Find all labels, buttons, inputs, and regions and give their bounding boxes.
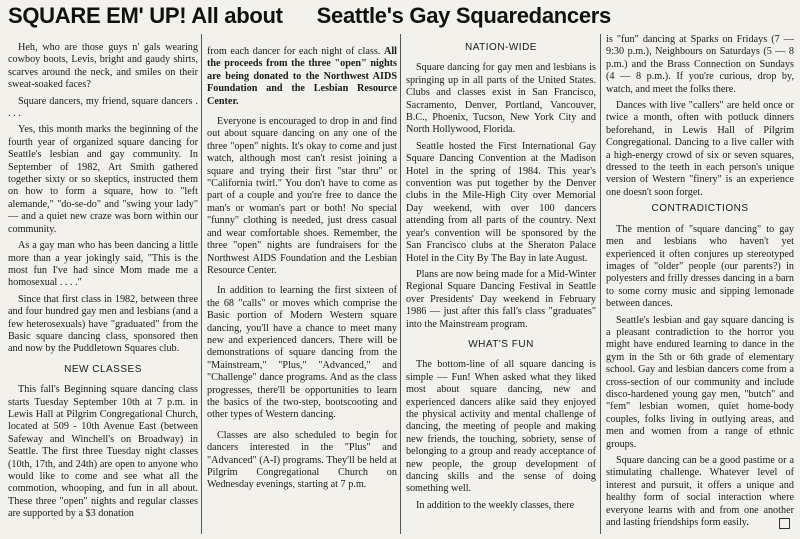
headline-part-1: SQUARE EM' UP! All about [8,3,283,28]
section-heading-contradictions: CONTRADICTIONS [651,203,749,215]
paragraph: Square dancing for gay men and lesbians is springing up in all parts of the United States. Clubs and classes exist in San Francisco, Sacramento, Denver, Portland, Vancouver, B.C., Phoenix, Tucson, New York City and North Hollywood, Florida. [406,62,596,136]
paragraph: Seattle's lesbian and gay square dancing is a pleasant contradiction to the horror you might have endured learning to dance in the gym in the 5th or 6th grade of elementary school. Gay and lesbian dancers come from a cross-section of our community and include disco-hardened young gay men, "butch" and "fem" lesbian women, quiet home-body couples, folks living in outlying areas, and men and women from a range of ethnic groups. [606,314,794,450]
bold-donation-note: All the proceeds from the three "open" nights are being donated to the Northwest AIDS Foundation and the Lesbian Resource Center. [207,46,397,107]
headline [8,3,792,33]
paragraph: Seattle hosted the First International Gay Square Dancing Convention at the Madison Hotel in the spring of 1984. This year's convention was put together by the Denver clubs in the Mile-High City over Memorial Day weekend, with over 100 dancers attending from all parts of the country. Next year's convention will be sponsored by the San Francisco clubs at the Sheraton Palace Hotel in the City By The Bay in late August. [406,140,596,264]
paragraph: Heh, who are those guys n' gals wearing cowboy boots, Levis, bright and gaudy shirts, scarves around the neck, and smiles on their sweat-soaked faces? [8,42,198,91]
column-2 [207,46,397,539]
column-rule-3 [600,34,601,534]
paragraph: Yes, this month marks the beginning of the fourth year of organized square dancing for Seattle's lesbian and gay community. In September of 1982, Art Smith gathered together sixty or so skeptics, instructed them on how to form a square, how to "left alemande," "do-se-do" and "swing your lady" — and a quiet new craze was born within our community. [8,124,198,235]
paragraph-text: from each dancer for each night of class. [207,46,381,57]
paragraph: The mention of "square dancing" to gay men and lesbians who haven't yet experienced it often conjures up stereotyped images of "older" people (our parents?) in polyesters and frilly dresses dancing in a barn to some corny music and sipping lemonade between dances. [606,223,794,310]
column-4 [606,34,794,534]
paragraph: Since that first class in 1982, between three and four hundred gay men and lesbians (and a few heterosexuals) have "graduated" from the Basic square dancing class, sponsored then and now by the Puddletown Squares club. [8,293,198,355]
paragraph: This fall's Beginning square dancing class starts Tuesday September 10th at 7 p.m. in Lewis Hall at Pilgrim Congregational Church, located at 509 - 10th Avenue East (between Safeway and Winchell's on Broadway) in Seattle. The first three Tuesday night classes (10th, 17th, and 24th) are open to anyone who would like to come and see what all the commotion, whooping, and fun in all about. These three "open" nights and regular classes are supported by a $3 donation [8,384,198,520]
paragraph: In addition to learning the first sixteen of the 68 "calls" or moves which comprise the Basic portion of Modern Western square dancing, you'll have a chance to meet many new and experienced dancers. There will be demonstrations of square dancing from the "Mainstream," "Plus," "Advanced," and "Challenge" dance programs. And as the class progresses, there'll be opportunities to learn the basics of the two-step, bootscooting and other types of Western dancing. [207,285,397,421]
headline-part-2: Seattle's Gay Squaredancers [316,3,611,28]
section-heading-whats-fun: WHAT'S FUN [468,338,534,350]
end-of-article-mark [779,518,790,529]
paragraph: The bottom-line of all square dancing is simple — Fun! When asked what they liked most about square dancing, new and experienced dancers alike said they enjoyed the physical activity and mental challenge of dancing, the meeting of people and making new friends, the touching, sobriety, sense of belonging to a group and ready acceptance of new people, the group development of dancing skills and the sense of doing something well. [406,359,596,495]
paragraph: Square dancers, my friend, square dancers . . . . [8,95,198,120]
column-rule-1 [201,34,202,534]
section-heading-nation-wide: NATION-WIDE [465,42,537,53]
paragraph: Plans are now being made for a Mid-Winter Regional Square Dancing Festival in Seattle over Presidents' Day weekend in February 1986 — just after this fall's class "graduates" into the Mainstream program. [406,268,596,330]
column-1 [8,42,198,539]
paragraph: Everyone is encouraged to drop in and find out about square dancing on any one of the three "open" nights. It's okay to come and just watch, although most can't resist joining a square and trying their first "star thru" or "California twirl." You don't have to come as part of a couple and you're free to dance the man's or woman's part or both! No special "funny" clothing is needed, just dress casual and wear comfortable shoes. Remember, the three "open" nights are fundraisers for the Northwest AIDS Foundation and the Lesbian Resource Center. [207,116,397,276]
paragraph [207,46,397,108]
section-heading-new-classes: NEW CLASSES [64,363,142,375]
paragraph: is "fun" dancing at Sparks on Fridays (7 — 9:30 p.m.), Neighbours on Saturdays (5 — 8 p.m.) and the Brass Connection on Sundays (4 — 8 p.m.). If you're curious, drop by, watch, and meet the folks there. [606,34,794,95]
column-3 [406,42,596,539]
paragraph: Classes are also scheduled to begin for dancers interested in the "Plus" and "Advanced" (A-I) programs. They'll be held at Pilgrim Congregational Church on Wednesday evenings, starting at 7 p.m. [207,429,397,491]
paragraph: Square dancing can be a good pastime or a stimulating challenge. Whatever level of interest and pursuit, it offers a unique and healthy form of social interaction where everyone learns with and from one another and lasting friendships form easily. [606,455,794,529]
paragraph: Dances with live "callers" are held once or twice a month, often with potluck dinners beforehand, in Lewis Hall of Pilgrim Congregational. Dancing to a live caller with a high-energy crowd of six or seven squares, dressed to the teeth in each person's unique version of Western "finery" is an experience one doesn't soon forget. [606,100,794,198]
paragraph: In addition to the weekly classes, there [416,499,575,511]
column-rule-2 [400,34,401,534]
paragraph: As a gay man who has been dancing a little more than a year jokingly said, "This is the most fun I've had since Mom made me a homosexual . . . ." [8,240,198,289]
